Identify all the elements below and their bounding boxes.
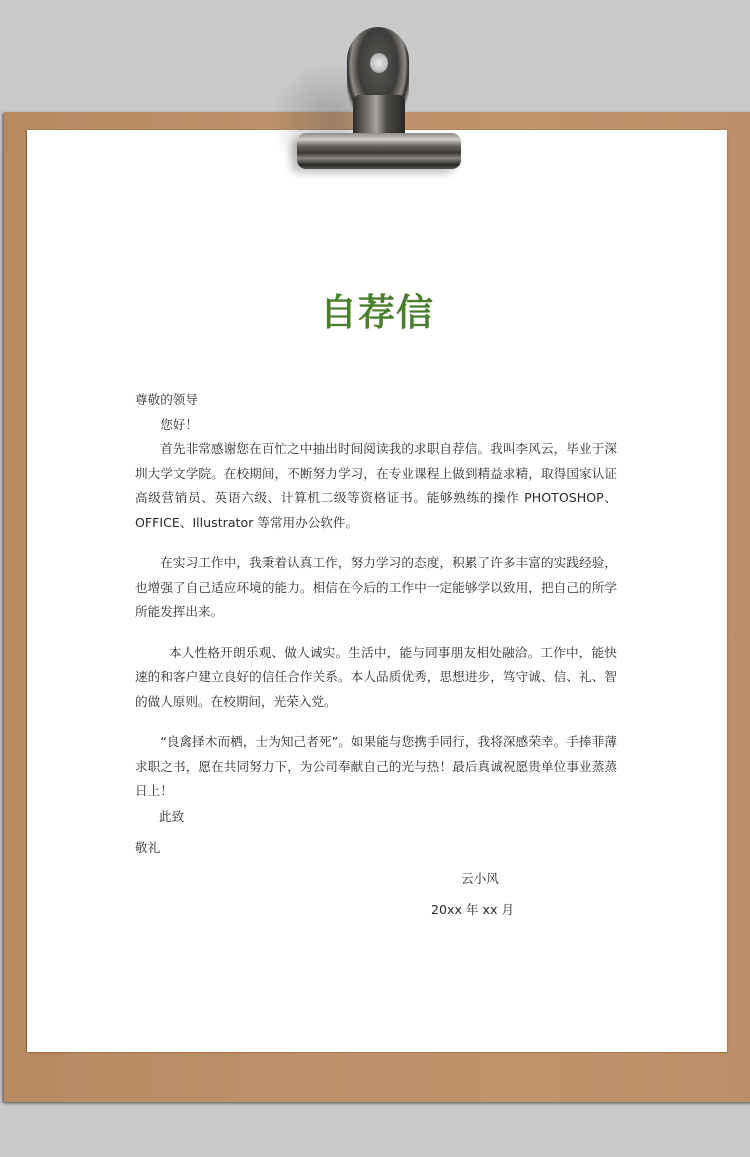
paragraph-2: 在实习工作中，我秉着认真工作，努力学习的态度，积累了许多丰富的实践经验，也增强了自己适应环境的能力。相信在今后的工作中一定能够学以致用，把自己的所学所能发挥出来。 bbox=[135, 555, 617, 619]
closing-line-1: 此致 bbox=[159, 809, 185, 824]
paragraph-3: 本人性格开朗乐观、做人诚实。生活中，能与同事朋友相处融洽。工作中，能快速的和客户建立良好的信任合作关系。本人品质优秀，思想进步，笃守诚、信、礼、智的做人原则。在校期间，光荣入党。 bbox=[135, 644, 617, 709]
signature-date: 20xx 年 xx 月 bbox=[431, 902, 515, 917]
clip-neck bbox=[353, 95, 405, 137]
closing-line-2: 敬礼 bbox=[135, 840, 161, 855]
letter-title: 自荐信 bbox=[320, 291, 434, 334]
paragraph-4: “良禽择木而栖，士为知己者死”。如果能与您携手同行，我将深感荣幸。手捧菲薄求职之书，愿在共同努力下，为公司奉献自己的光与热！最后真诚祝愿贵单位事业蒸蒸日上！ bbox=[135, 734, 617, 798]
greeting: 您好！ bbox=[160, 416, 198, 432]
salutation: 尊敬的领导 bbox=[135, 392, 198, 407]
clip-hole bbox=[370, 53, 388, 73]
signature-name: 云小风 bbox=[461, 871, 499, 886]
clip-base bbox=[297, 133, 461, 169]
letter-body bbox=[135, 388, 617, 804]
paragraph-1: 首先非常感谢您在百忙之中抽出时间阅读我的求职自荐信。我叫李风云，毕业于深圳大学文学院。在校期间，不断努力学习，在专业课程上做到精益求精，取得国家认证高级营销员、英语六级、计算机二级等资格证书。能够熟练的操作 PHOTOSHOP、OFFICE、Illustrator 等常用办公软件。 bbox=[135, 441, 617, 530]
